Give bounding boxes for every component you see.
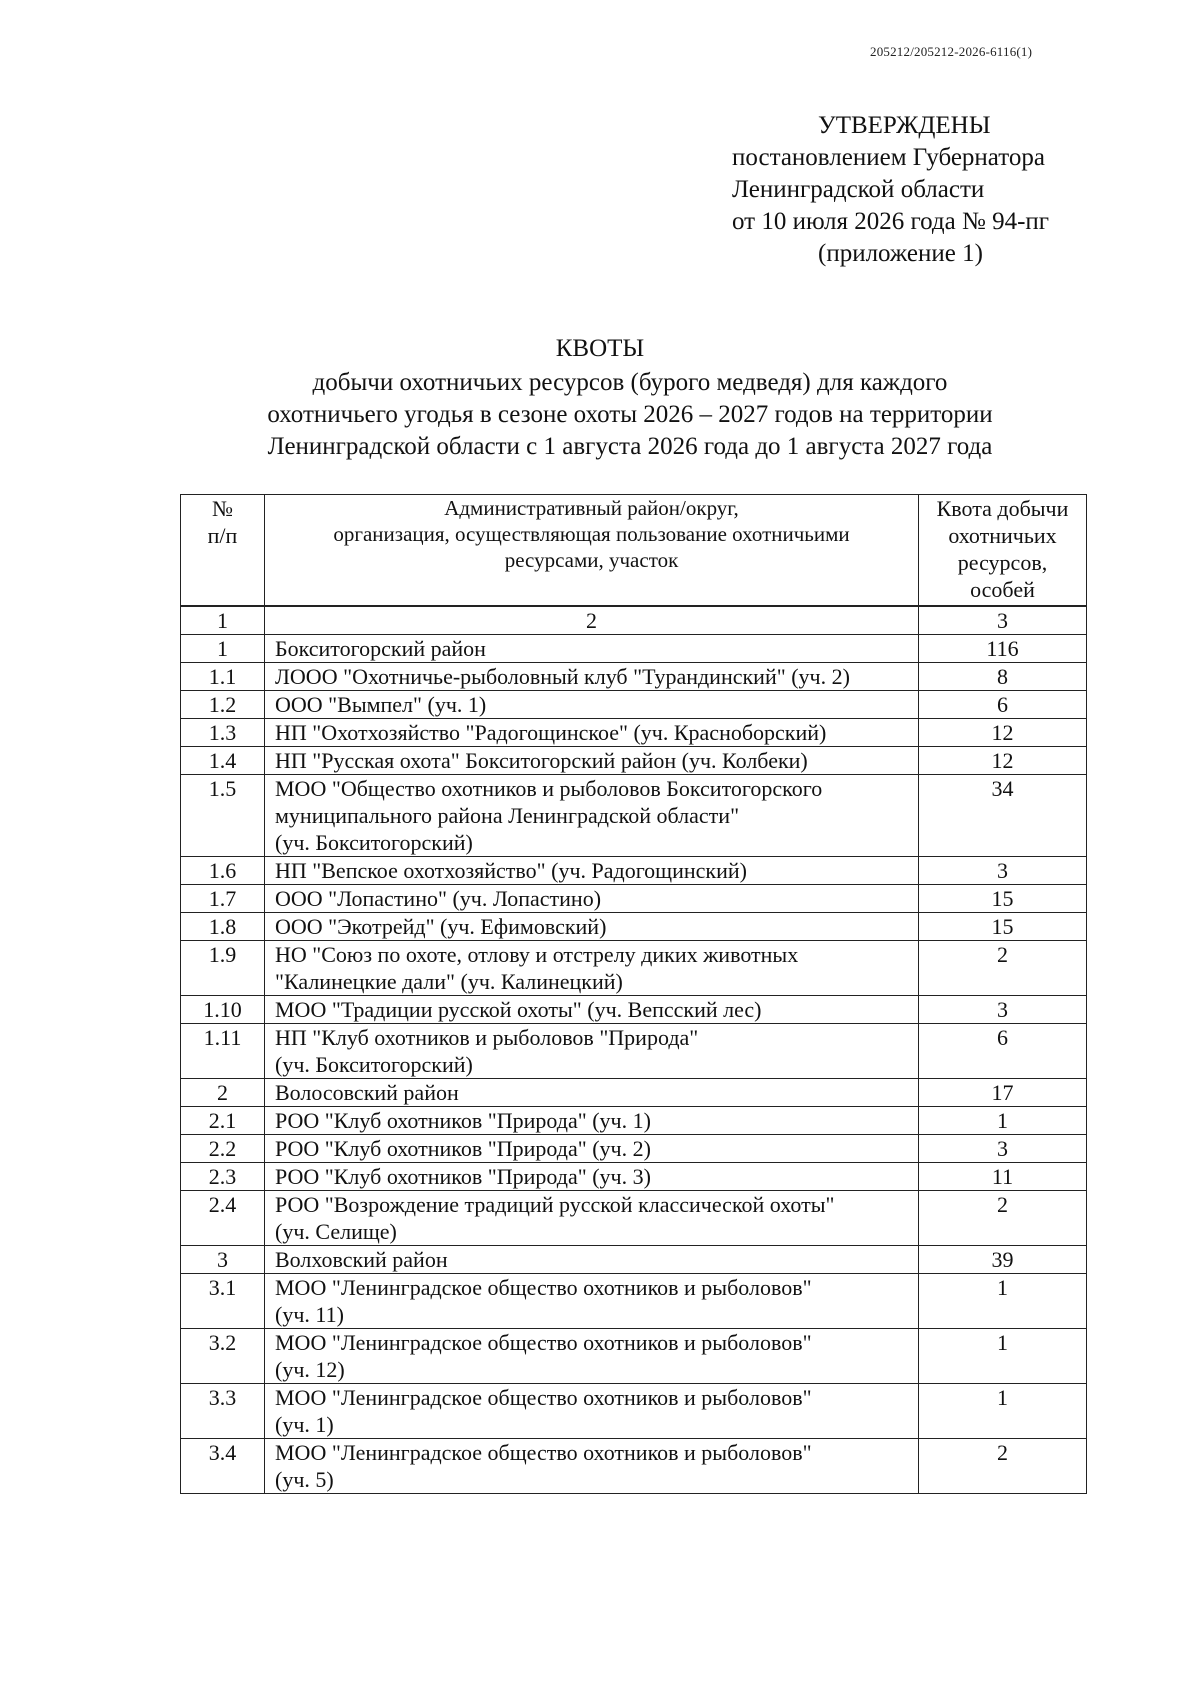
column-index: 3 xyxy=(919,606,1087,635)
table-row xyxy=(181,1384,1087,1439)
row-quota: 2 xyxy=(919,941,1087,996)
row-name xyxy=(265,1024,919,1079)
row-name-line: (уч. 11) xyxy=(275,1302,344,1327)
row-name-line: РОО "Клуб охотников "Природа" (уч. 3) xyxy=(275,1164,651,1189)
row-name xyxy=(265,1135,919,1163)
row-number: 1.7 xyxy=(181,885,265,913)
row-name-line: РОО "Возрождение традиций русской классической охоты" xyxy=(275,1192,835,1217)
row-number: 1.10 xyxy=(181,996,265,1024)
table-header-row xyxy=(181,495,1087,607)
row-quota: 1 xyxy=(919,1107,1087,1135)
row-name xyxy=(265,691,919,719)
row-quota: 12 xyxy=(919,747,1087,775)
document-id: 205212/205212-2026-6116(1) xyxy=(870,44,1033,59)
row-number: 1 xyxy=(181,635,265,663)
row-name-line: Волосовский район xyxy=(275,1080,459,1105)
row-name-line: РОО "Клуб охотников "Природа" (уч. 2) xyxy=(275,1136,651,1161)
row-name xyxy=(265,1191,919,1246)
row-name-line: (уч. 5) xyxy=(275,1467,334,1492)
row-number: 1.11 xyxy=(181,1024,265,1079)
header-text: п/п xyxy=(207,523,238,548)
row-quota: 11 xyxy=(919,1163,1087,1191)
row-number: 2.3 xyxy=(181,1163,265,1191)
row-name-line: (уч. 12) xyxy=(275,1357,345,1382)
row-name xyxy=(265,775,919,857)
row-number: 1.9 xyxy=(181,941,265,996)
header-number xyxy=(181,495,265,607)
subtitle-line: добычи охотничьих ресурсов (бурого медведя) для каждого xyxy=(312,369,948,396)
row-number: 1.4 xyxy=(181,747,265,775)
row-quota: 15 xyxy=(919,885,1087,913)
row-name xyxy=(265,885,919,913)
table-row xyxy=(181,1329,1087,1384)
table-row xyxy=(181,663,1087,691)
row-number: 2.4 xyxy=(181,1191,265,1246)
row-name xyxy=(265,663,919,691)
row-quota: 2 xyxy=(919,1191,1087,1246)
header-text: организация, осуществляющая пользование охотничьими xyxy=(333,522,850,546)
document-title: КВОТЫ xyxy=(555,335,645,362)
row-number: 2.1 xyxy=(181,1107,265,1135)
row-quota: 2 xyxy=(919,1439,1087,1494)
row-quota: 8 xyxy=(919,663,1087,691)
header-text: № xyxy=(212,496,233,521)
row-name-line: МОО "Ленинградское общество охотников и рыболовов" xyxy=(275,1330,812,1355)
column-index-row xyxy=(181,606,1087,635)
row-quota: 1 xyxy=(919,1274,1087,1329)
approval-line: постановлением Губернатора xyxy=(732,144,1045,171)
table-row xyxy=(181,913,1087,941)
row-name-line: ООО "Вымпел" (уч. 1) xyxy=(275,692,487,717)
row-name xyxy=(265,1274,919,1329)
row-name-line: НО "Союз по охоте, отлову и отстрелу диких животных xyxy=(275,942,799,967)
row-quota: 1 xyxy=(919,1384,1087,1439)
row-name xyxy=(265,1107,919,1135)
row-name-line: Волховский район xyxy=(275,1247,448,1272)
row-quota: 15 xyxy=(919,913,1087,941)
table-row xyxy=(181,747,1087,775)
row-number: 3.4 xyxy=(181,1439,265,1494)
approval-line: Ленинградской области xyxy=(732,176,985,203)
row-quota: 34 xyxy=(919,775,1087,857)
row-quota: 3 xyxy=(919,1135,1087,1163)
table-row xyxy=(181,635,1087,663)
row-name-line: муниципального района Ленинградской области" xyxy=(275,803,740,828)
row-name xyxy=(265,1384,919,1439)
row-name-line: МОО "Ленинградское общество охотников и рыболовов" xyxy=(275,1385,812,1410)
row-name-line: Бокситогорский район xyxy=(275,636,486,661)
row-quota: 3 xyxy=(919,996,1087,1024)
table-row xyxy=(181,691,1087,719)
row-number: 3.3 xyxy=(181,1384,265,1439)
row-name xyxy=(265,635,919,663)
table-row xyxy=(181,941,1087,996)
row-number: 1.5 xyxy=(181,775,265,857)
row-number: 1.6 xyxy=(181,857,265,885)
row-name-line: НП "Русская охота" Бокситогорский район (уч. Колбеки) xyxy=(275,748,808,773)
row-name xyxy=(265,747,919,775)
table-row xyxy=(181,719,1087,747)
table-row xyxy=(181,1135,1087,1163)
row-name xyxy=(265,1163,919,1191)
row-number: 1.2 xyxy=(181,691,265,719)
row-name-line: РОО "Клуб охотников "Природа" (уч. 1) xyxy=(275,1108,651,1133)
row-quota: 12 xyxy=(919,719,1087,747)
subtitle-line: Ленинградской области с 1 августа 2026 года до 1 августа 2027 года xyxy=(267,433,993,460)
row-name xyxy=(265,857,919,885)
row-name xyxy=(265,1439,919,1494)
row-name xyxy=(265,1079,919,1107)
table-row xyxy=(181,996,1087,1024)
table-row xyxy=(181,1107,1087,1135)
approval-heading: УТВЕРЖДЕНЫ xyxy=(818,112,991,139)
row-quota: 3 xyxy=(919,857,1087,885)
row-name-line: МОО "Ленинградское общество охотников и рыболовов" xyxy=(275,1440,812,1465)
row-name xyxy=(265,1246,919,1274)
row-quota: 39 xyxy=(919,1246,1087,1274)
table-row xyxy=(181,1079,1087,1107)
row-quota: 17 xyxy=(919,1079,1087,1107)
table-row xyxy=(181,857,1087,885)
table-row xyxy=(181,1024,1087,1079)
row-quota: 6 xyxy=(919,691,1087,719)
quota-table xyxy=(180,494,1087,1494)
row-name-line: МОО "Традиции русской охоты" (уч. Вепсский лес) xyxy=(275,997,762,1022)
column-index: 1 xyxy=(181,606,265,635)
row-name-line: ЛООО "Охотничье-рыболовный клуб "Турандинский" (уч. 2) xyxy=(275,664,850,689)
approval-date: от 10 июля 2026 года № 94-пг xyxy=(732,208,1050,235)
header-text: Квота добычи xyxy=(936,496,1069,521)
table-row xyxy=(181,775,1087,857)
row-name-line: (уч. Селище) xyxy=(275,1219,397,1244)
row-name-line: (уч. 1) xyxy=(275,1412,334,1437)
table-row xyxy=(181,1274,1087,1329)
row-number: 3.2 xyxy=(181,1329,265,1384)
table-row xyxy=(181,885,1087,913)
row-name xyxy=(265,996,919,1024)
table-row xyxy=(181,1439,1087,1494)
row-number: 1.1 xyxy=(181,663,265,691)
row-name-line: НП "Охотхозяйство "Радогощинское" (уч. Красноборский) xyxy=(275,720,827,745)
row-name-line: ООО "Лопастино" (уч. Лопастино) xyxy=(275,886,602,911)
row-quota: 6 xyxy=(919,1024,1087,1079)
header-quota xyxy=(919,495,1087,607)
row-number: 2 xyxy=(181,1079,265,1107)
row-name-line: НП "Клуб охотников и рыболовов "Природа" xyxy=(275,1025,699,1050)
header-name xyxy=(265,495,919,607)
document-subtitle xyxy=(190,367,1070,463)
header-text: ресурсами, участок xyxy=(504,548,679,572)
row-name xyxy=(265,913,919,941)
subtitle-line: охотничьего угодья в сезоне охоты 2026 – 2027 годов на территории xyxy=(267,401,993,428)
row-name-line: ООО "Экотрейд" (уч. Ефимовский) xyxy=(275,914,607,939)
table-row xyxy=(181,1246,1087,1274)
header-text: особей xyxy=(970,577,1035,602)
approval-appendix: (приложение 1) xyxy=(818,240,983,267)
row-number: 1.8 xyxy=(181,913,265,941)
row-name xyxy=(265,719,919,747)
row-number: 2.2 xyxy=(181,1135,265,1163)
row-name xyxy=(265,941,919,996)
table-row xyxy=(181,1191,1087,1246)
approval-block xyxy=(728,110,1108,270)
column-index: 2 xyxy=(265,606,919,635)
row-name-line: НП "Вепское охотхозяйство" (уч. Радогощинский) xyxy=(275,858,747,883)
header-text: охотничьих xyxy=(948,523,1057,548)
row-name-line: МОО "Ленинградское общество охотников и рыболовов" xyxy=(275,1275,812,1300)
row-name-line: МОО "Общество охотников и рыболовов Бокситогорского xyxy=(275,776,823,801)
row-number: 3.1 xyxy=(181,1274,265,1329)
row-quota: 116 xyxy=(919,635,1087,663)
row-name xyxy=(265,1329,919,1384)
row-number: 3 xyxy=(181,1246,265,1274)
row-name-line: "Калинецкие дали" (уч. Калинецкий) xyxy=(275,969,623,994)
row-name-line: (уч. Бокситогорский) xyxy=(275,1052,473,1077)
row-quota: 1 xyxy=(919,1329,1087,1384)
header-text: ресурсов, xyxy=(957,550,1048,575)
row-number: 1.3 xyxy=(181,719,265,747)
row-name-line: (уч. Бокситогорский) xyxy=(275,830,473,855)
table-row xyxy=(181,1163,1087,1191)
header-text: Административный район/округ, xyxy=(444,496,739,520)
